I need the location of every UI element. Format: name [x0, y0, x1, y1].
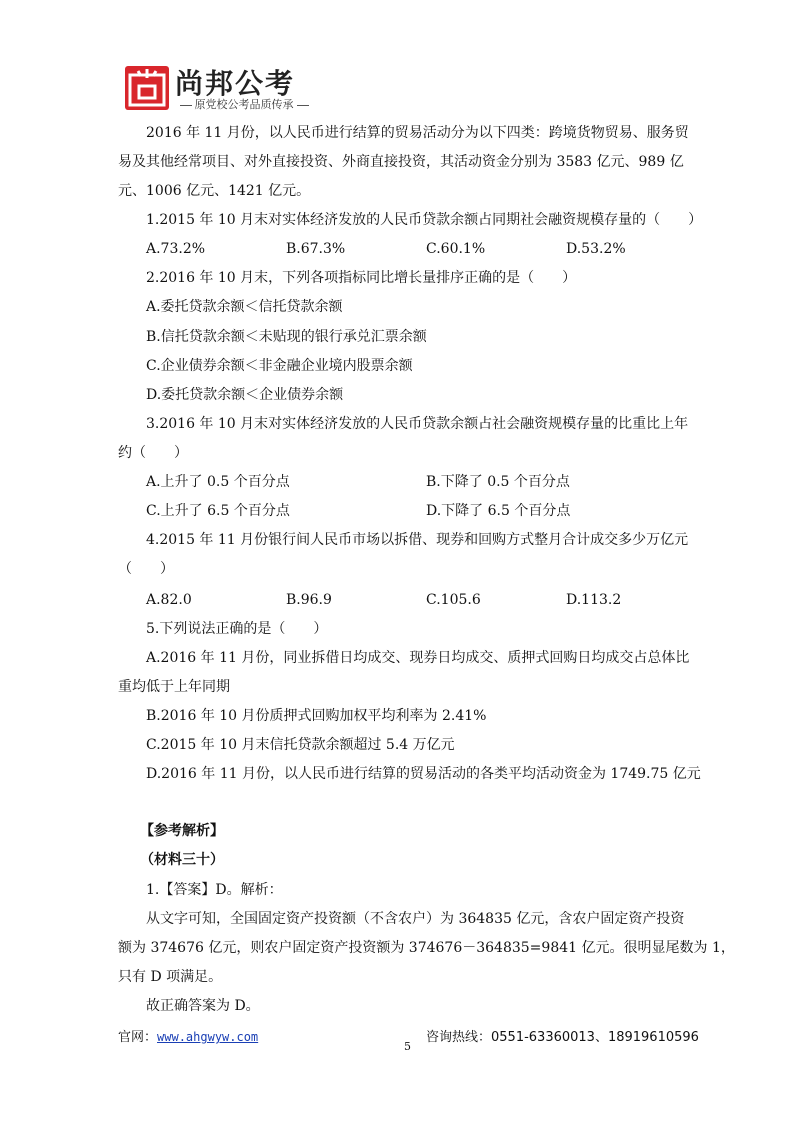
- site-link[interactable]: www.ahgwyw.com: [157, 1030, 259, 1044]
- page-number: 5: [404, 1040, 411, 1053]
- question-2-stem: 2.2016 年 10 月末，下列各项指标同比增长量排序正确的是（ ）: [146, 270, 577, 286]
- question-5-option-c: C.2015 年 10 月末信托贷款余额超过 5.4 万亿元: [146, 737, 455, 753]
- option-a: A.82.0: [146, 592, 192, 608]
- option-d: D.53.2%: [566, 241, 626, 257]
- option-c: C.105.6: [426, 592, 481, 608]
- question-3-stem-cont: 约（ ）: [118, 445, 188, 461]
- intro-line-1: 2016 年 11 月份，以人民币进行结算的贸易活动分为以下四类：跨境货物贸易、服务贸: [146, 125, 689, 141]
- question-2-option-a: A.委托贷款余额＜信托贷款余额: [146, 299, 343, 315]
- question-5-option-a-cont: 重均低于上年同期: [118, 679, 230, 695]
- question-4-stem: 4.2015 年 11 月份银行间人民币市场以拆借、现券和回购方式整月合计成交多少万亿元: [146, 532, 689, 548]
- question-5-option-b: B.2016 年 10 月份质押式回购加权平均利率为 2.41%: [146, 708, 487, 724]
- intro-line-2: 易及其他经常项目、对外直接投资、外商直接投资，其活动资金分别为 3583 亿元、989 亿: [118, 154, 684, 170]
- question-1-stem: 1.2015 年 10 月末对实体经济发放的人民币贷款余额占同期社会融资规模存量的（ ）: [146, 212, 703, 228]
- analysis-line-1: 从文字可知，全国固定资产投资额（不含农户）为 364835 亿元，含农户固定资产投资: [146, 911, 685, 927]
- site-label: 官网：: [118, 1030, 158, 1045]
- footer-site: [118, 1026, 258, 1045]
- seal-icon: [125, 66, 169, 110]
- option-a: A.73.2%: [146, 241, 206, 257]
- option-c: C.上升了 6.5 个百分点: [146, 503, 290, 519]
- option-b: B.67.3%: [286, 241, 346, 257]
- brand-name: 尚邦公考: [175, 67, 296, 100]
- material-label: （材料三十）: [140, 852, 224, 868]
- question-2-option-c: C.企业债券余额＜非金融企业境内股票余额: [146, 358, 413, 374]
- question-5-option-d: D.2016 年 11 月份，以人民币进行结算的贸易活动的各类平均活动资金为 1749.75 亿元: [146, 766, 701, 782]
- question-5-stem: 5.下列说法正确的是（ ）: [146, 621, 328, 637]
- brand-logo: [125, 62, 325, 112]
- analysis-line-3: 只有 D 项满足。: [118, 969, 223, 985]
- question-3-stem: 3.2016 年 10 月末对实体经济发放的人民币贷款余额占社会融资规模存量的比重比上年: [146, 416, 689, 432]
- option-b: B.下降了 0.5 个百分点: [426, 474, 570, 490]
- analysis-line-2: 额为 374676 亿元，则农户固定资产投资额为 374676－364835=9841 亿元。很明显尾数为 1，: [118, 940, 735, 956]
- option-d: D.113.2: [566, 592, 622, 608]
- option-d: D.下降了 6.5 个百分点: [426, 503, 571, 519]
- option-a: A.上升了 0.5 个百分点: [146, 474, 290, 490]
- option-c: C.60.1%: [426, 241, 486, 257]
- option-b: B.96.9: [286, 592, 332, 608]
- analysis-heading: 【参考解析】: [140, 823, 224, 839]
- footer-hotline: 咨询热线：0551-63360013、18919610596: [426, 1030, 699, 1045]
- answer-label: 1.【答案】D。解析：: [146, 882, 283, 898]
- question-4-stem-cont: （ ）: [118, 561, 174, 577]
- brand-slogan: 原党校公考品质传承: [175, 96, 313, 112]
- question-2-option-d: D.委托贷款余额＜企业债券余额: [146, 387, 344, 403]
- question-5-option-a: A.2016 年 11 月份，同业拆借日均成交、现券日均成交、质押式回购日均成交占总体比: [146, 650, 690, 666]
- conclusion: 故正确答案为 D。: [146, 998, 260, 1014]
- question-2-option-b: B.信托贷款余额＜未贴现的银行承兑汇票余额: [146, 329, 427, 345]
- intro-line-3: 元、1006 亿元、1421 亿元。: [118, 183, 311, 199]
